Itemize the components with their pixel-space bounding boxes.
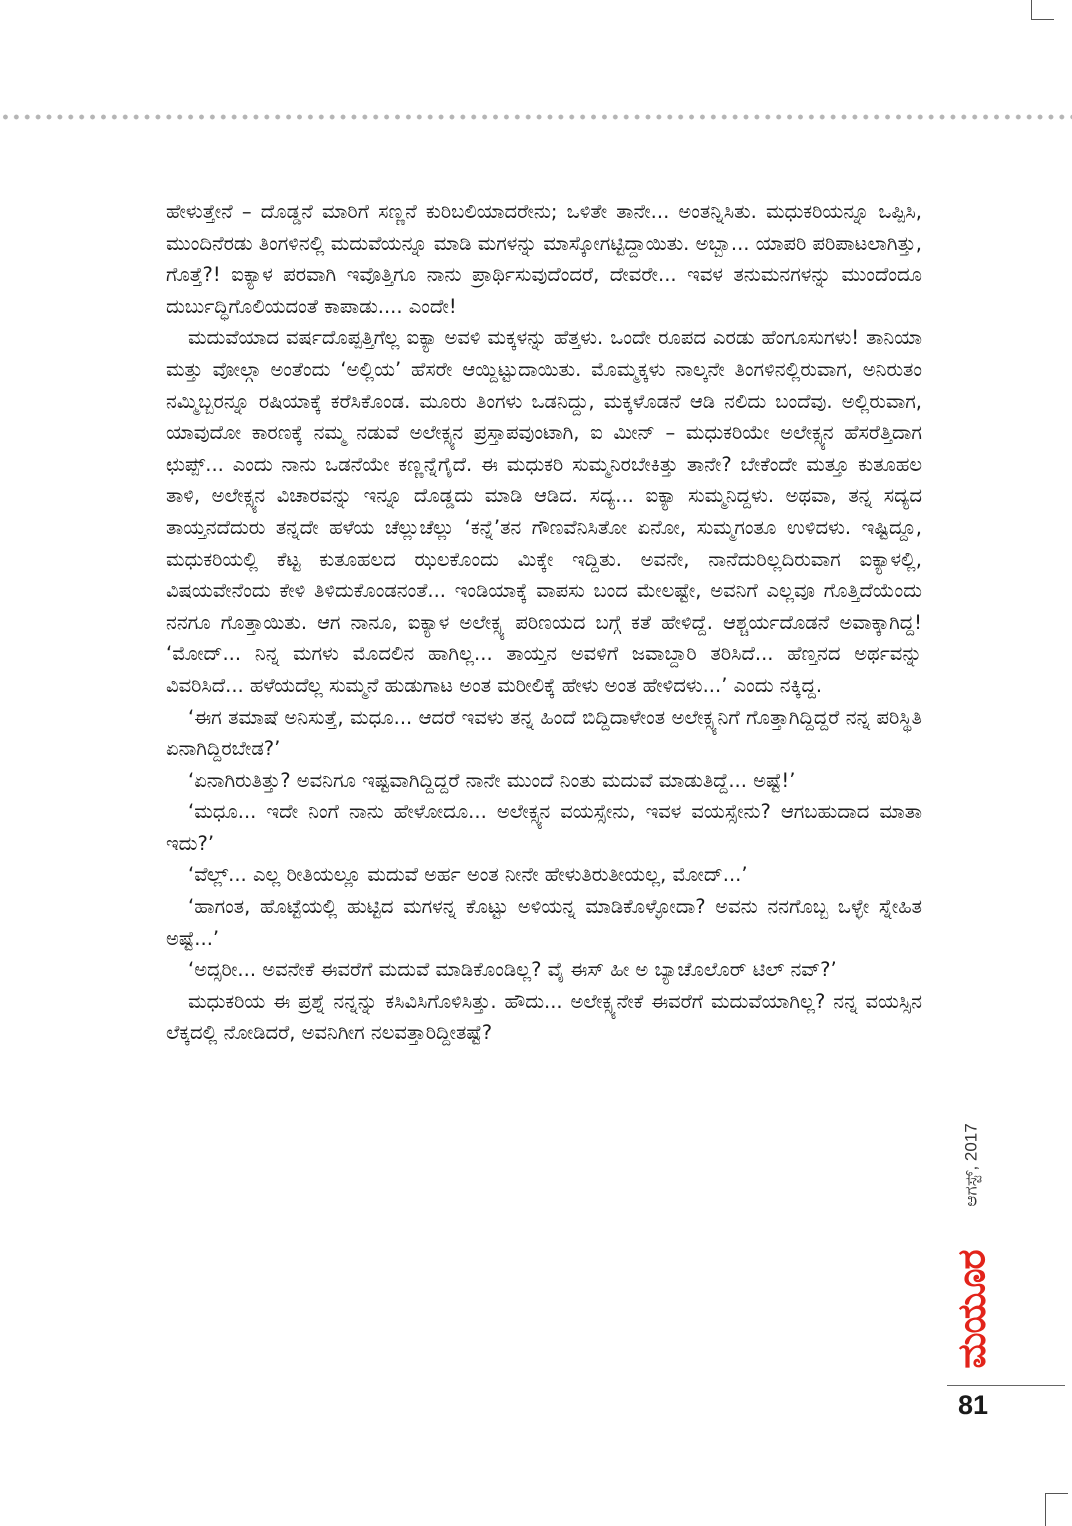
paragraph: ‘ಈಗ ತಮಾಷೆ ಅನಿಸುತ್ತೆ, ಮಧೂ... ಆದರೆ ಇವಳು ತನ್ನ ಹಿಂದೆ ಬಿದ್ದಿದಾಳೇಂತ ಅಲೇಕ್ಸ್ಯನಿಗೆ ಗೊತ್ತಾಗಿದ್ದಿದ್ದರೆ ನನ್ನ ಪರಿಸ್ಥಿತಿ ಏನಾಗಿದ್ದಿರಬೇಡ?’	[166, 705, 922, 761]
paragraph: ‘ಹಾಗಂತ, ಹೊಟ್ಟೆಯಲ್ಲಿ ಹುಟ್ಟಿದ ಮಗಳನ್ನ ಕೊಟ್ಟು ಅಳಿಯನ್ನ ಮಾಡಿಕೊಳ್ಳೋದಾ? ಅವನು ನನಗೊಬ್ಬ ಒಳ್ಳೇ ಸ್ನೇಹಿತ ಅಷ್ಟೆ...’	[166, 895, 922, 950]
crop-mark-bottom	[1045, 1493, 1068, 1526]
article-body	[166, 196, 922, 1049]
issue-date-text: ಆಗಸ್ಟ್, 2017	[962, 1123, 982, 1207]
paragraph: ಹೇಳುತ್ತೇನೆ – ದೊಡ್ಡನೆ ಮಾರಿಗೆ ಸಣ್ಣನೆ ಕುರಿಬಲಿಯಾದರೇನು; ಒಳಿತೇ ತಾನೇ... ಅಂತನ್ನಿಸಿತು. ಮಧುಕರಿಯನ್ನೂ ಒಪ್ಪಿಸಿ, ಮುಂದಿನೆರಡು ತಿಂಗಳಿನಲ್ಲಿ ಮದುವೆಯನ್ನೂ ಮಾಡಿ ಮಗಳನ್ನು ಮಾಸ್ಕೋಗಟ್ಟಿದ್ದಾಯಿತು. ಅಬ್ಬಾ... ಯಾಪರಿ ಪರಿಪಾಟಲಾಗಿತ್ತು, ಗೊತ್ತೆ?! ಐಕ್ಯಾಳ ಪರವಾಗಿ ಇವೊತ್ತಿಗೂ ನಾನು ಪ್ರಾರ್ಥಿಸುವುದೆಂದರೆ, ದೇವರೇ... ಇವಳ ತನುಮನಗಳನ್ನು ಮುಂದೆಂದೂ ದುರ್ಬುದ್ಧಿಗೊಲಿಯದಂತೆ ಕಾಪಾಡು.... ಎಂದೇ!	[166, 200, 922, 318]
paragraph: ‘ಅದ್ಸರೀ... ಅವನೇಕೆ ಈವರೆಗೆ ಮದುವೆ ಮಾಡಿಕೊಂಡಿಲ್ಲ? ವೈ ಈಸ್ ಹೀ ಅ ಬ್ಯಾಚೊಲೊರ್ ಟಿಲ್ ನವ್?’	[188, 958, 837, 982]
paragraph: ‘ವೆಲ್ಲ್... ಎಲ್ಲ ರೀತಿಯಲ್ಲೂ ಮದುವೆ ಅರ್ಹ ಅಂತ ನೀನೇ ಹೇಳುತಿರುತೀಯಲ್ಲ, ಮೋದ್...’	[188, 863, 748, 887]
magazine-sidebar	[948, 1105, 996, 1385]
page-number: 81	[958, 1390, 989, 1420]
dotted-divider	[0, 113, 1072, 121]
paragraph: ಮದುವೆಯಾದ ವರ್ಷದೊಪ್ಪತ್ತಿಗೆಲ್ಲ ಐಕ್ಯಾ ಅವಳಿ ಮಕ್ಕಳನ್ನು ಹೆತ್ತಳು. ಒಂದೇ ರೂಪದ ಎರಡು ಹೆಂಗೂಸುಗಳು! ತಾನಿಯಾ ಮತ್ತು ವೋಲ್ಗಾ ಅಂತೆಂದು ‘ಅಲ್ಲಿಯ’ ಹೆಸರೇ ಆಯ್ದಿಟ್ಟುದಾಯಿತು. ಮೊಮ್ಮಕ್ಕಳು ನಾಲ್ಕನೇ ತಿಂಗಳಿನಲ್ಲಿರುವಾಗ, ಅನಿರುತಂ ನಮ್ಮಿಬ್ಬರನ್ನೂ ರಷಿಯಾಕ್ಕೆ ಕರೆಸಿಕೊಂಡ. ಮೂರು ತಿಂಗಳು ಒಡನಿದ್ದು, ಮಕ್ಕಳೊಡನೆ ಆಡಿ ನಲಿದು ಬಂದೆವು. ಅಲ್ಲಿರುವಾಗ, ಯಾವುದೋ ಕಾರಣಕ್ಕೆ ನಮ್ಮ ನಡುವೆ ಅಲೇಕ್ಸ್ಯನ ಪ್ರಸ್ತಾಪವುಂಟಾಗಿ, ಐ ಮೀನ್ – ಮಧುಕರಿಯೇ ಅಲೇಕ್ಸ್ಯನ ಹೆಸರೆತ್ತಿದಾಗ ಛುಪ್ಪ್... ಎಂದು ನಾನು ಒಡನೆಯೇ ಕಣ್ಣನ್ನೆಗೈದೆ. ಈ ಮಧುಕರಿ ಸುಮ್ಮನಿರಬೇಕಿತ್ತು ತಾನೇ? ಬೇಕೆಂದೇ ಮತ್ತೂ ಕುತೂಹಲ ತಾಳಿ, ಅಲೇಕ್ಸ್ಯನ ವಿಚಾರವನ್ನು ಇನ್ನೂ ದೊಡ್ಡದು ಮಾಡಿ ಆಡಿದ. ಸದ್ಯ... ಐಕ್ಯಾ ಸುಮ್ಮನಿದ್ದಳು. ಅಥವಾ, ತನ್ನ ಸದ್ಯದ ತಾಯ್ತನದೆದುರು ತನ್ನದೇ ಹಳೆಯ ಚೆಲ್ಲುಚೆಲ್ಲು ‘ಕನ್ನೆ’ತನ ಗೌಣವೆನಿಸಿತೋ ಏನೋ, ಸುಮ್ಮಗಂತೂ ಉಳಿದಳು. ಇಷ್ಟಿದ್ದೂ, ಮಧುಕರಿಯಲ್ಲಿ ಕೆಟ್ಟ ಕುತೂಹಲದ ಝಲಕೊಂದು ಮಿಕ್ಕೇ ಇದ್ದಿತು. ಅವನೇ, ನಾನೆದುರಿಲ್ಲದಿರುವಾಗ ಐಕ್ಯಾಳಲ್ಲಿ, ವಿಷಯವೇನೆಂದು ಕೇಳಿ ತಿಳಿದುಕೊಂಡನಂತೆ... ಇಂಡಿಯಾಕ್ಕೆ ವಾಪಸು ಬಂದ ಮೇಲಷ್ಟೇ, ಅವನಿಗೆ ಎಲ್ಲವೂ ಗೊತ್ತಿದೆಯೆಂದು ನನಗೂ ಗೊತ್ತಾಯಿತು. ಆಗ ನಾನೂ, ಐಕ್ಯಾಳ ಅಲೇಕ್ಸ್ಯ ಪರಿಣಯದ ಬಗ್ಗೆ ಕತೆ ಹೇಳಿದ್ದೆ. ಆಶ್ಚರ್ಯದೊಡನೆ ಅವಾಕ್ಕಾಗಿದ್ದ! ‘ಮೋದ್... ನಿನ್ನ ಮಗಳು ಮೊದಲಿನ ಹಾಗಿಲ್ಲ... ತಾಯ್ತನ ಅವಳಿಗೆ ಜವಾಬ್ದಾರಿ ತರಿಸಿದೆ... ಹೆಣ್ತನದ ಅರ್ಥವನ್ನು ವಿವರಿಸಿದೆ... ಹಳೆಯದೆಲ್ಲ ಸುಮ್ಮನೆ ಹುಡುಗಾಟ ಅಂತ ಮರೀಲಿಕ್ಕೆ ಹೇಳು ಅಂತ ಹೇಳಿದಳು...’ ಎಂದು ನಕ್ಕಿದ್ದ.	[166, 326, 922, 697]
magazine-logo-text: ಮಯೂರ	[949, 1249, 994, 1369]
crop-mark-top	[1031, 0, 1054, 20]
magazine-logo	[948, 1240, 996, 1378]
folio-rule	[947, 1385, 1065, 1386]
issue-date	[948, 1105, 996, 1225]
paragraph: ‘ಏನಾಗಿರುತಿತ್ತು? ಅವನಿಗೂ ಇಷ್ಟವಾಗಿದ್ದಿದ್ದರೆ ನಾನೇ ಮುಂದೆ ನಿಂತು ಮದುವೆ ಮಾಡುತಿದ್ದೆ... ಅಷ್ಟೆ!’	[188, 768, 796, 792]
paragraph: ‘ಮಧೂ... ಇದೇ ನಿಂಗೆ ನಾನು ಹೇಳೋದೂ... ಅಲೇಕ್ಸ್ಯನ ವಯಸ್ಸೇನು, ಇವಳ ವಯಸ್ಸೇನು? ಆಗಬಹುದಾದ ಮಾತಾ ಇದು?’	[166, 800, 922, 855]
paragraph: ಮಧುಕರಿಯ ಈ ಪ್ರಶ್ನೆ ನನ್ನನ್ನು ಕಸಿವಿಸಿಗೊಳಿಸಿತ್ತು. ಹೌದು... ಅಲೇಕ್ಸ್ಯನೇಕೆ ಈವರೆಗೆ ಮದುವೆಯಾಗಿಲ್ಲ? ನನ್ನ ವಯಸ್ಸಿನ ಲೆಕ್ಕದಲ್ಲಿ ನೋಡಿದರೆ, ಅವನಿಗೀಗ ನಲವತ್ತಾರಿದ್ದೀತಷ್ಟೆ?	[166, 989, 922, 1045]
